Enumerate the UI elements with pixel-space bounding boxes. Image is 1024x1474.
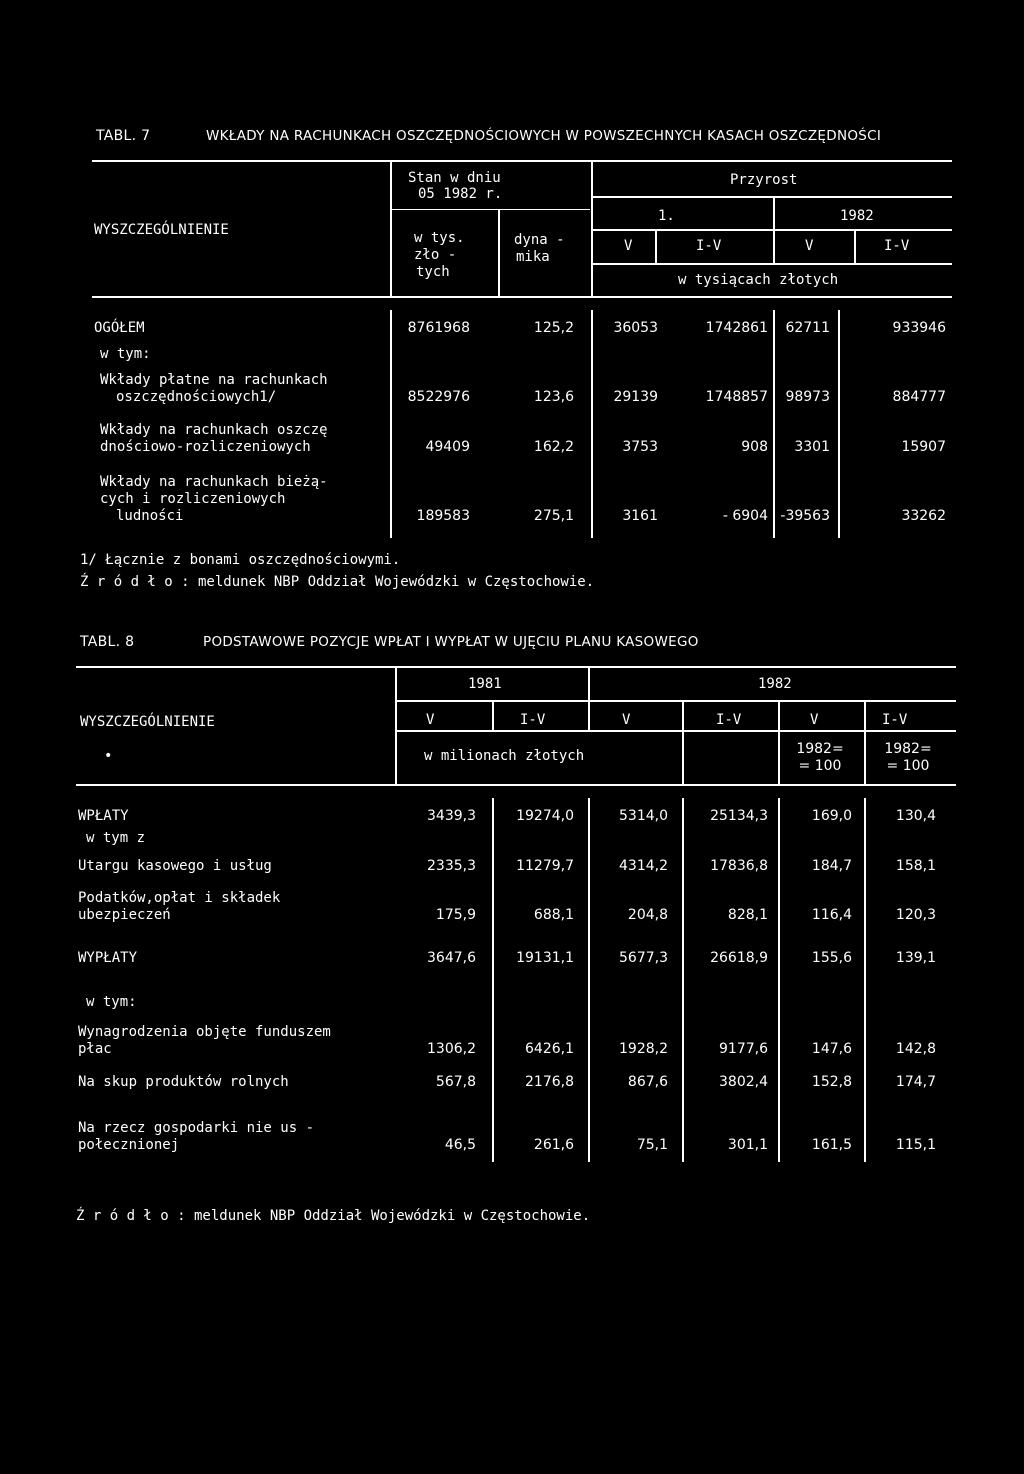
table8-cell: 3439,3 xyxy=(427,808,476,824)
table7-cell: 1742861 xyxy=(705,320,768,336)
table8-divider xyxy=(588,666,590,700)
table8-cell: 120,3 xyxy=(895,907,936,923)
table8-col-v: V xyxy=(810,712,819,728)
table8-divider xyxy=(492,700,494,730)
table8-number: TABL. 8 xyxy=(80,634,135,650)
table8-index-head: 1982= xyxy=(796,741,844,757)
table8-cell: 25134,3 xyxy=(710,808,768,824)
table7-stan-date: 05 1982 r. xyxy=(418,186,503,202)
table7-divider xyxy=(591,160,593,296)
table8-divider xyxy=(588,700,590,730)
table8-index-head: = 100 xyxy=(886,758,930,774)
table7-divider xyxy=(591,310,593,538)
table7-col-v: V xyxy=(624,238,633,254)
table7-mika: mika xyxy=(516,249,550,265)
table7-cell: 189583 xyxy=(416,508,470,524)
table8-row-label: Na rzecz gospodarki nie us - xyxy=(78,1120,315,1136)
table8-divider xyxy=(395,666,397,784)
table7-cell: 884777 xyxy=(892,389,946,405)
table8-title: PODSTAWOWE POZYCJE WPŁAT I WYPŁAT W UJĘCIU PLANU KASOWEGO xyxy=(203,634,699,650)
table8-row-label: w tym z xyxy=(86,830,146,846)
table8-cell: 11279,7 xyxy=(516,858,574,874)
table8-cell: 19274,0 xyxy=(516,808,574,824)
table8-col-iv: I-V xyxy=(882,712,908,728)
table8-cell: 2335,3 xyxy=(427,858,476,874)
table8-row-label: ubezpieczeń xyxy=(78,907,171,923)
table7-cell: 1748857 xyxy=(705,389,768,405)
table8-cell: 3647,6 xyxy=(427,950,476,966)
table7-row-label: cych i rozliczeniowych xyxy=(100,491,286,507)
table8-row-label: w tym: xyxy=(86,994,137,1010)
table8-divider xyxy=(778,798,780,1162)
table8-cell: 161,5 xyxy=(811,1137,852,1153)
table7-tych: tych xyxy=(416,264,450,280)
table7-cell: 162,2 xyxy=(533,439,574,455)
table8-header-rule xyxy=(76,784,956,786)
table8-cell: 5314,0 xyxy=(619,808,668,824)
table8-cell: 46,5 xyxy=(444,1137,476,1153)
table7-row-label: Wkłady na rachunkach bieżą- xyxy=(100,474,328,490)
table7-zlo: zło - xyxy=(414,247,457,263)
table7-units: w tysiącach złotych xyxy=(678,272,839,288)
table8-rule xyxy=(395,730,956,732)
table8-cell: 174,7 xyxy=(895,1074,936,1090)
table8-cell: 169,0 xyxy=(811,808,852,824)
table7-divider xyxy=(390,310,392,538)
table7-cell: 36053 xyxy=(613,320,658,336)
table8-cell: 3802,4 xyxy=(719,1074,768,1090)
table7-wtys: w tys. xyxy=(414,230,465,246)
table7-cell: 15907 xyxy=(901,439,946,455)
table8-year-1981: 1981 xyxy=(468,676,502,692)
table7-cell: 275,1 xyxy=(533,508,574,524)
table7-year2: 1982 xyxy=(840,208,874,224)
table8-cell: 1928,2 xyxy=(619,1041,668,1057)
table8-year-1982: 1982 xyxy=(758,676,792,692)
table8-divider xyxy=(864,798,866,1162)
table7-cell: 908 xyxy=(741,439,768,455)
table7-cell: - 6904 xyxy=(722,508,768,524)
table8-cell: 26618,9 xyxy=(710,950,768,966)
table7-divider xyxy=(498,209,500,296)
table8-cell: 147,6 xyxy=(811,1041,852,1057)
table7-cell: 3301 xyxy=(794,439,830,455)
table8-cell: 116,4 xyxy=(811,907,852,923)
table7-rule xyxy=(390,209,590,210)
table7-source: Ź r ó d ł o : meldunek NBP Oddział Wojewódzki w Częstochowie. xyxy=(80,574,595,590)
table7-row-label: Wkłady na rachunkach oszczę xyxy=(100,422,328,438)
table8-col-v: V xyxy=(622,712,631,728)
table8-cell: 158,1 xyxy=(895,858,936,874)
table8-spec-header: WYSZCZEGÓLNIENIE xyxy=(80,714,215,730)
table8-row-label: Wynagrodzenia objęte funduszem xyxy=(78,1024,331,1040)
table8-cell: 1306,2 xyxy=(427,1041,476,1057)
table7-cell: 8522976 xyxy=(407,389,470,405)
table8-bullet: • xyxy=(104,748,113,764)
table8-cell: 152,8 xyxy=(811,1074,852,1090)
table8-cell: 204,8 xyxy=(627,907,668,923)
table7-col-iv: I-V xyxy=(884,238,910,254)
table8-cell: 142,8 xyxy=(895,1041,936,1057)
table8-cell: 9177,6 xyxy=(719,1041,768,1057)
table8-col-iv: I-V xyxy=(520,712,546,728)
table7-divider xyxy=(390,160,392,296)
table7-przyrost-header: Przyrost xyxy=(730,172,798,188)
table8-cell: 139,1 xyxy=(895,950,936,966)
table7-header-rule xyxy=(92,296,952,298)
table8-index-head: 1982= xyxy=(884,741,932,757)
table8-cell: 130,4 xyxy=(895,808,936,824)
table7-cell: 3753 xyxy=(622,439,658,455)
table8-units: w milionach złotych xyxy=(424,748,585,764)
table8-divider xyxy=(682,700,684,784)
table8-row-label: WYPŁATY xyxy=(78,950,138,966)
table7-cell: 33262 xyxy=(901,508,946,524)
table8-source: Ź r ó d ł o : meldunek NBP Oddział Wojewódzki w Częstochowie. xyxy=(76,1208,591,1224)
table7-footnote: 1/ Łącznie z bonami oszczędnościowymi. xyxy=(80,552,401,568)
table7-col-iv: I-V xyxy=(696,238,722,254)
table8-row-label: Utargu kasowego i usług xyxy=(78,858,272,874)
table8-col-iv: I-V xyxy=(716,712,742,728)
table8-row-label: połecznionej xyxy=(78,1137,180,1153)
table7-row-label: w tym: xyxy=(100,346,151,362)
table8-cell: 828,1 xyxy=(727,907,768,923)
table7-spec-header: WYSZCZEGÓLNIENIE xyxy=(94,222,229,238)
table7-cell: 123,6 xyxy=(533,389,574,405)
table7-cell: 933946 xyxy=(892,320,946,336)
table7-number: TABL. 7 xyxy=(96,128,151,144)
table7-title: WKŁADY NA RACHUNKACH OSZCZĘDNOŚCIOWYCH W POWSZECHNYCH KASACH OSZCZĘDNOŚCI xyxy=(206,128,882,144)
table7-row-label: oszczędnościowych1/ xyxy=(116,389,277,405)
table7-divider xyxy=(655,229,657,263)
table8-col-v: V xyxy=(426,712,435,728)
table7-cell: 8761968 xyxy=(407,320,470,336)
table7-cell: 49409 xyxy=(425,439,470,455)
table8-cell: 19131,1 xyxy=(516,950,574,966)
table7-row-label: ludności xyxy=(116,508,184,524)
table7-year1: 1. xyxy=(658,208,675,224)
table8-row-label: Podatków,opłat i składek xyxy=(78,890,281,906)
table8-cell: 184,7 xyxy=(811,858,852,874)
table8-divider xyxy=(682,798,684,1162)
table7-row-label: dnościowo-rozliczeniowych xyxy=(100,439,311,455)
table8-cell: 2176,8 xyxy=(525,1074,574,1090)
table8-cell: 115,1 xyxy=(895,1137,936,1153)
table7-row-label: OGÓŁEM xyxy=(94,320,145,336)
table7-rule xyxy=(591,263,952,265)
table7-top-rule xyxy=(92,160,952,162)
table8-cell: 688,1 xyxy=(533,907,574,923)
table7-cell: 62711 xyxy=(785,320,830,336)
table7-stan-header: Stan w dniu xyxy=(408,170,501,186)
table8-cell: 175,9 xyxy=(435,907,476,923)
table7-row-label: Wkłady płatne na rachunkach xyxy=(100,372,328,388)
table8-row-label: płac xyxy=(78,1041,112,1057)
table7-cell: 98973 xyxy=(785,389,830,405)
table8-cell: 4314,2 xyxy=(619,858,668,874)
table7-dyna: dyna - xyxy=(514,232,565,248)
table8-divider xyxy=(588,798,590,1162)
table8-cell: 75,1 xyxy=(636,1137,668,1153)
table7-rule xyxy=(591,196,952,198)
table8-cell: 6426,1 xyxy=(525,1041,574,1057)
table7-cell: 29139 xyxy=(613,389,658,405)
table8-cell: 261,6 xyxy=(533,1137,574,1153)
table7-divider xyxy=(838,310,840,538)
table8-index-head: = 100 xyxy=(798,758,842,774)
table8-cell: 5677,3 xyxy=(619,950,668,966)
table7-cell: 125,2 xyxy=(533,320,574,336)
table8-cell: 155,6 xyxy=(811,950,852,966)
table8-cell: 867,6 xyxy=(627,1074,668,1090)
table8-cell: 17836,8 xyxy=(710,858,768,874)
table7-rule xyxy=(591,229,952,231)
table7-divider xyxy=(773,310,775,538)
table8-row-label: WPŁATY xyxy=(78,808,129,824)
table7-col-v: V xyxy=(805,238,814,254)
table8-row-label: Na skup produktów rolnych xyxy=(78,1074,289,1090)
table7-divider xyxy=(854,229,856,263)
table7-cell: -39563 xyxy=(780,508,830,524)
table8-cell: 301,1 xyxy=(727,1137,768,1153)
table8-divider xyxy=(492,798,494,1162)
table8-cell: 567,8 xyxy=(435,1074,476,1090)
table7-cell: 3161 xyxy=(622,508,658,524)
table8-rule xyxy=(395,700,956,702)
table8-top-rule xyxy=(76,666,956,668)
